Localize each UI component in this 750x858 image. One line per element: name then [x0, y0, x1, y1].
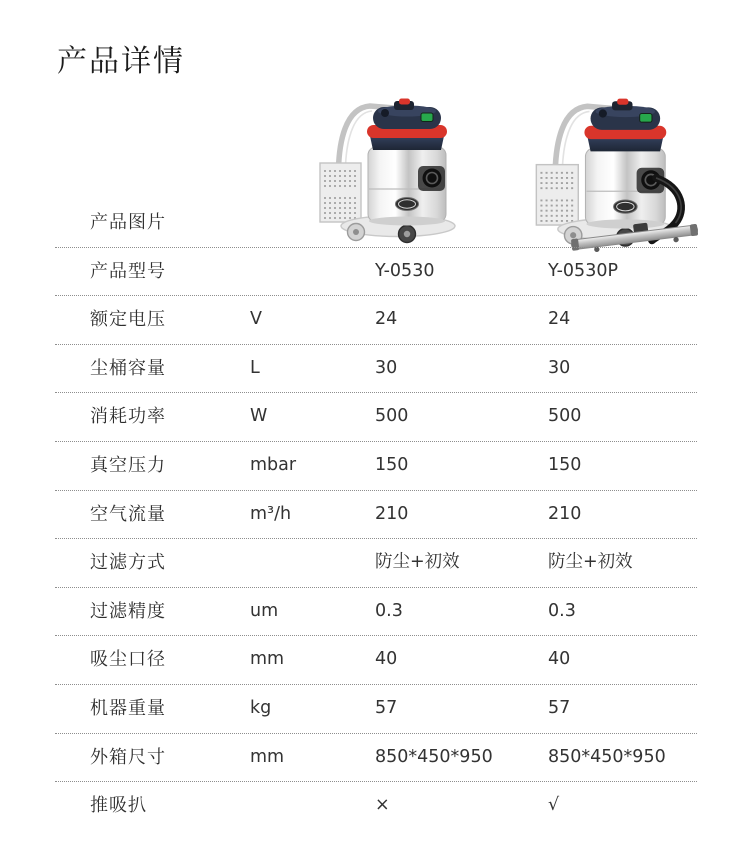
power-switch: [421, 113, 433, 122]
spec-unit: um: [250, 600, 279, 621]
red-knob: [399, 99, 410, 105]
spec-value-y0530: 0.3: [375, 600, 403, 621]
spec-unit: mm: [250, 649, 285, 670]
spec-label: 消耗功率: [90, 406, 166, 428]
spec-row: [55, 199, 697, 248]
spec-value-y0530: 24: [375, 309, 398, 330]
spec-value-y0530p: 24: [548, 309, 571, 330]
spec-unit: mbar: [250, 454, 297, 475]
page-title: 产品详情: [57, 44, 185, 79]
spec-unit: V: [250, 309, 262, 330]
spec-row: [55, 539, 697, 588]
spec-unit: mm: [250, 746, 285, 767]
spec-value-y0530: 210: [375, 503, 409, 524]
spec-label: 过滤方式: [90, 552, 166, 574]
spec-value-y0530: 40: [375, 649, 398, 670]
spec-unit: W: [250, 406, 268, 427]
spec-label: 尘桶容量: [90, 357, 166, 379]
spec-value-y0530: 850*450*950: [375, 746, 493, 767]
spec-row: [55, 491, 697, 540]
spec-unit: kg: [250, 697, 272, 718]
spec-label: 过滤精度: [90, 600, 166, 622]
spec-row: [55, 636, 697, 685]
spec-row: [55, 685, 697, 734]
spec-value-y0530p: 0.3: [548, 600, 576, 621]
spec-value-y0530: 150: [375, 454, 409, 475]
spec-value-y0530p: 40: [548, 649, 571, 670]
spec-row: [55, 296, 697, 345]
power-switch: [640, 113, 652, 122]
spec-value-y0530: 500: [375, 406, 409, 427]
spec-label: 推吸扒: [90, 795, 147, 817]
spec-value-y0530: 防尘+初效: [375, 552, 460, 573]
spec-label: 空气流量: [90, 503, 166, 525]
spec-label: 真空压力: [90, 454, 166, 476]
suction-port: [418, 166, 445, 191]
spec-row: [55, 248, 697, 297]
spec-label: 机器重量: [90, 697, 166, 719]
spec-value-y0530p: 210: [548, 503, 582, 524]
spec-row: [55, 588, 697, 637]
spec-value-y0530p: 850*450*950: [548, 746, 666, 767]
spec-value-y0530p: 防尘+初效: [548, 552, 633, 573]
spec-label: 产品图片: [90, 212, 166, 233]
spec-label: 产品型号: [90, 260, 166, 282]
spec-row: [55, 734, 697, 783]
spec-row: [55, 393, 697, 442]
spec-unit: m³/h: [250, 503, 292, 524]
spec-label: 外箱尺寸: [90, 746, 166, 768]
spec-label: 吸尘口径: [90, 649, 166, 671]
spec-row: [55, 442, 697, 491]
spec-unit: L: [250, 357, 260, 378]
spec-label: 额定电压: [90, 309, 166, 331]
spec-value-y0530p: 30: [548, 357, 571, 378]
spec-value-y0530p: 500: [548, 406, 582, 427]
spec-value-y0530p: 150: [548, 454, 582, 475]
spec-value-y0530: 57: [375, 697, 398, 718]
spec-row: [55, 782, 697, 831]
spec-value-y0530p: Y-0530P: [548, 260, 619, 281]
spec-value-y0530: Y-0530: [375, 260, 435, 281]
spec-value-y0530p: 57: [548, 697, 571, 718]
spec-value-y0530: 30: [375, 357, 398, 378]
red-knob: [617, 99, 628, 105]
spec-row: [55, 345, 697, 394]
spec-value-y0530p: √: [548, 795, 560, 816]
spec-table: [55, 199, 697, 831]
spec-value-y0530: ×: [375, 795, 390, 816]
